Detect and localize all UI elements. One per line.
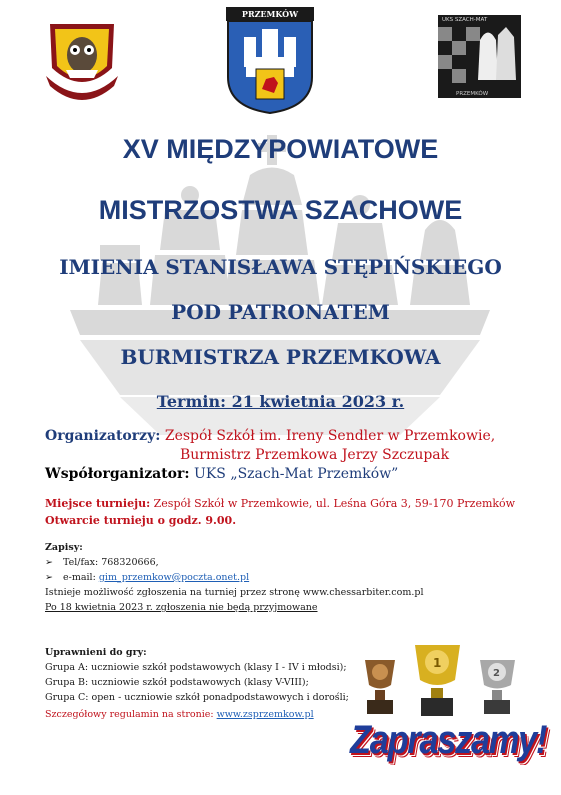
- group-a: Grupa A: uczniowie szkół podstawowych (klasy I - IV i młodsi);: [45, 662, 347, 673]
- co-organizer-label: Współorganizator:: [45, 466, 190, 482]
- invitation-text: Zapraszamy!: [350, 718, 547, 762]
- venue-value: Zespół Szkół w Przemkowie, ul. Leśna Góra 3, 59-170 Przemków: [153, 497, 516, 510]
- registration-deadline: Po 18 kwietnia 2023 r. zgłoszenia nie będą przyjmowane: [45, 602, 318, 613]
- organizers-value-2: Burmistrz Przemkowa Jerzy Szczupak: [180, 447, 450, 463]
- group-b: Grupa B: uczniowie szkół podstawowych (klasy V-VIII);: [45, 677, 309, 688]
- svg-text:2: 2: [493, 668, 500, 679]
- title-line-1: XV MIĘDZYPOWIATOWE: [122, 134, 439, 164]
- organizers-label: Organizatorzy:: [45, 428, 161, 444]
- phone-text: Tel/fax: 768320666,: [63, 557, 159, 568]
- arrow-bullet-icon: ➢: [45, 557, 53, 568]
- rules-link[interactable]: www.zsprzemkow.pl: [216, 709, 314, 720]
- gold-trophy-icon: [415, 645, 460, 716]
- venue-line: [45, 497, 515, 510]
- registration-email: [45, 572, 249, 583]
- organizers-value-1: Zespół Szkół im. Ireny Sendler w Przemkowie,: [164, 428, 496, 444]
- arrow-bullet-icon: ➢: [45, 572, 53, 583]
- rules-line: [45, 709, 314, 720]
- email-link[interactable]: gim_przemkow@poczta.onet.pl: [98, 572, 250, 583]
- venue-label: Miejsce turnieju:: [45, 497, 151, 510]
- event-date: Termin: 21 kwietnia 2023 r.: [156, 392, 405, 411]
- email-label: e-mail:: [63, 572, 96, 583]
- silver-trophy-icon: [480, 660, 515, 714]
- title-line-2: MISTRZOSTWA SZACHOWE: [98, 195, 463, 225]
- uks-chess-logo: [438, 15, 521, 98]
- chess-board-icon: [438, 15, 521, 98]
- uks-label: UKS SZACH-MAT: [442, 17, 488, 23]
- svg-text:1: 1: [433, 656, 442, 670]
- title-line-4: POD PATRONATEM: [171, 300, 390, 324]
- group-c: Grupa C: open - uczniowie szkół ponadpodstawowych i dorośli;: [45, 692, 349, 703]
- co-organizer-value: UKS „Szach-Mat Przemków”: [194, 466, 399, 482]
- title-line-5: BURMISTRZA PRZEMKOWA: [120, 345, 441, 369]
- school-owl-logo: [42, 20, 122, 100]
- crest-icon: [226, 7, 314, 115]
- rules-label: Szczegółowy regulamin na stronie:: [45, 709, 214, 720]
- bronze-trophy-icon: [365, 660, 395, 714]
- przemkow-crest-logo: [226, 7, 314, 115]
- title-line-3: IMIENIA STANISŁAWA STĘPIŃSKIEGO: [59, 255, 502, 279]
- trophies-image: [355, 640, 525, 720]
- opening-time: Otwarcie turnieju o godz. 9.00.: [45, 514, 237, 527]
- registration-phone: [45, 557, 159, 568]
- crest-label: PRZEMKÓW: [241, 9, 299, 19]
- eligibility-heading: Uprawnieni do gry:: [45, 647, 147, 658]
- registration-online: Istnieje możliwość zgłoszenia na turniej przez stronę www.chessarbiter.com.pl: [45, 587, 424, 598]
- co-organizer-line: [45, 466, 398, 482]
- organizers-line: [45, 428, 495, 444]
- registration-heading: Zapisy:: [45, 542, 83, 553]
- uks-bottom-label: PRZEMKÓW: [456, 91, 489, 97]
